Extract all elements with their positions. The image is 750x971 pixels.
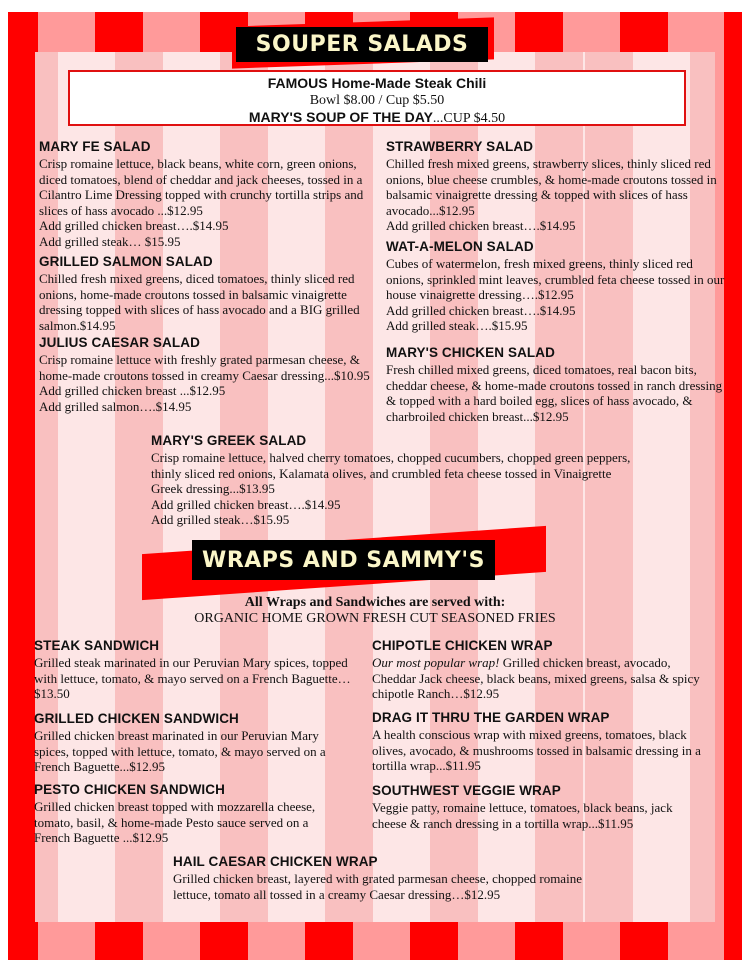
menu-item-julius-caesar-salad (39, 335, 379, 414)
menu-item-grilled-chicken-sandwich (34, 711, 354, 775)
wraps-section-title: WRAPS AND SAMMY'S (192, 540, 495, 580)
item-name: CHIPOTLE CHICKEN WRAP (372, 638, 553, 653)
item-desc: Grilled steak marinated in our Peruvian Mary spices, topped with lettuce, tomato, & mayo served on a French Baguette…$13.50 (34, 655, 351, 701)
item-name: DRAG IT THRU THE GARDEN WRAP (372, 710, 610, 725)
chili-name: FAMOUS Home-Made Steak Chili (267, 75, 487, 91)
menu-item-marys-chicken-salad (386, 345, 726, 424)
item-addon: Add grilled steak….$15.95 (386, 318, 528, 333)
item-addon: Add grilled steak…$15.95 (151, 512, 290, 527)
item-desc: Crisp romaine lettuce with freshly grated parmesan cheese, & home-made croutons tossed in creamy Caesar dressing...$10.95 (39, 352, 370, 383)
menu-item-marys-greek-salad (151, 433, 631, 528)
item-desc: Veggie patty, romaine lettuce, tomatoes, black beans, jack cheese & ranch dressing in a tortilla wrap...$11.95 (372, 800, 673, 831)
menu-item-chipotle-chicken-wrap (372, 638, 717, 702)
menu-item-strawberry-salad (386, 139, 736, 234)
item-desc: Fresh chilled mixed greens, diced tomatoes, real bacon bits, cheddar cheese, & home-made croutons tossed in ranch dressing & topped with a hard boiled egg, slices of hass avocado, & charbroiled chicken breast...$12.95 (386, 362, 723, 424)
item-name: PESTO CHICKEN SANDWICH (34, 782, 225, 797)
item-desc: Grilled chicken breast marinated in our Peruvian Mary spices, topped with lettuce, tomato, & mayo served on a French Baguette...$12.95 (34, 728, 326, 774)
menu-item-mary-fe-salad (39, 139, 384, 249)
item-addon: Add grilled chicken breast….$14.95 (386, 218, 576, 233)
menu-item-drag-it-thru-garden-wrap (372, 710, 717, 774)
served-with-note (0, 595, 750, 627)
item-addon: Add grilled chicken breast….$14.95 (39, 218, 229, 233)
item-name: MARY'S CHICKEN SALAD (386, 345, 555, 360)
item-desc: Grilled chicken breast, layered with grated parmesan cheese, chopped romaine lettuce, tomato all tossed in a creamy Caesar dressing…$12.95 (173, 871, 582, 902)
item-addon: Add grilled chicken breast ...$12.95 (39, 383, 226, 398)
item-name: GRILLED CHICKEN SANDWICH (34, 711, 239, 726)
item-desc: A health conscious wrap with mixed greens, tomatoes, black olives, avocado, & mushrooms tossed in balsamic dressing in a tortilla wrap...$11.95 (372, 727, 701, 773)
menu-item-southwest-veggie-wrap (372, 783, 692, 831)
item-name: SOUTHWEST VEGGIE WRAP (372, 783, 561, 798)
soup-of-day-price: ...CUP $4.50 (432, 111, 506, 126)
item-desc: Grilled chicken breast topped with mozzarella cheese, tomato, basil, & home-made Pesto sauce served on a French Baguette ...$12.95 (34, 799, 316, 845)
item-addon: Add grilled chicken breast….$14.95 (151, 496, 341, 512)
item-name: GRILLED SALMON SALAD (39, 254, 213, 269)
served-with-line1: All Wraps and Sandwiches are served with: (244, 595, 506, 610)
item-desc: Crisp romaine lettuce, halved cherry tomatoes, chopped cucumbers, chopped green peppers, thinly sliced red onions, Kalamata olives, and crumbled feta cheese tossed in Vinaigrette Greek dressing...$13.95 (151, 450, 631, 496)
item-addon: Add grilled steak… $15.95 (39, 233, 181, 249)
item-name: JULIUS CAESAR SALAD (39, 335, 200, 350)
item-name: MARY'S GREEK SALAD (151, 433, 307, 448)
chili-price: Bowl $8.00 / Cup $5.50 (309, 93, 445, 108)
item-desc: Grilled chicken breast, avocado, Cheddar Jack cheese, black beans, mixed greens, salsa & spicy chipotle Ranch…$12.95 (372, 655, 700, 701)
item-name: MARY FE SALAD (39, 139, 151, 154)
menu-item-wat-a-melon-salad (386, 239, 731, 334)
item-desc: Cubes of watermelon, fresh mixed greens, thinly sliced red onions, sprinkled mint leaves, crumbled feta cheese tossed in our house vinaigrette dressing….$12.95 (386, 256, 725, 302)
item-name: HAIL CAESAR CHICKEN WRAP (173, 854, 378, 869)
item-name: STEAK SANDWICH (34, 638, 160, 653)
item-name: STRAWBERRY SALAD (386, 139, 534, 154)
item-addon: Add grilled salmon….$14.95 (39, 398, 192, 414)
item-name: WAT-A-MELON SALAD (386, 239, 534, 254)
menu-item-pesto-chicken-sandwich (34, 782, 344, 846)
item-addon: Add grilled chicken breast….$14.95 (386, 302, 576, 318)
menu-item-hail-caesar-chicken-wrap (173, 854, 623, 902)
menu-item-grilled-salmon-salad (39, 254, 384, 333)
salads-section-title: SOUPER SALADS (236, 27, 488, 62)
served-with-line2: ORGANIC HOME GROWN FRESH CUT SEASONED FRIES (194, 611, 556, 626)
menu-item-steak-sandwich (34, 638, 354, 702)
item-intro: Our most popular wrap! (372, 655, 500, 670)
item-desc: Chilled fresh mixed greens, strawberry slices, thinly sliced red onions, blue cheese crumbles, & home-made croutons tossed in balsamic vinaigrette dressing & topped with slices of hass avocado...$12.95 (386, 156, 717, 218)
soup-box (68, 70, 686, 126)
item-desc: Crisp romaine lettuce, black beans, white corn, green onions, diced tomatoes, blend of cheddar and jack cheeses, tossed in a Cilantro Lime Dressing topped with crunchy tortilla strips and slices of hass avocado ...$12.95 (39, 156, 364, 218)
item-desc: Chilled fresh mixed greens, diced tomatoes, thinly sliced red onions, home-made croutons tossed in balsamic vinaigrette dressing topped with slices of hass avocado and a BIG grilled salmon.$14.95 (39, 271, 360, 333)
soup-of-day-name: MARY'S SOUP OF THE DAY (248, 109, 433, 125)
